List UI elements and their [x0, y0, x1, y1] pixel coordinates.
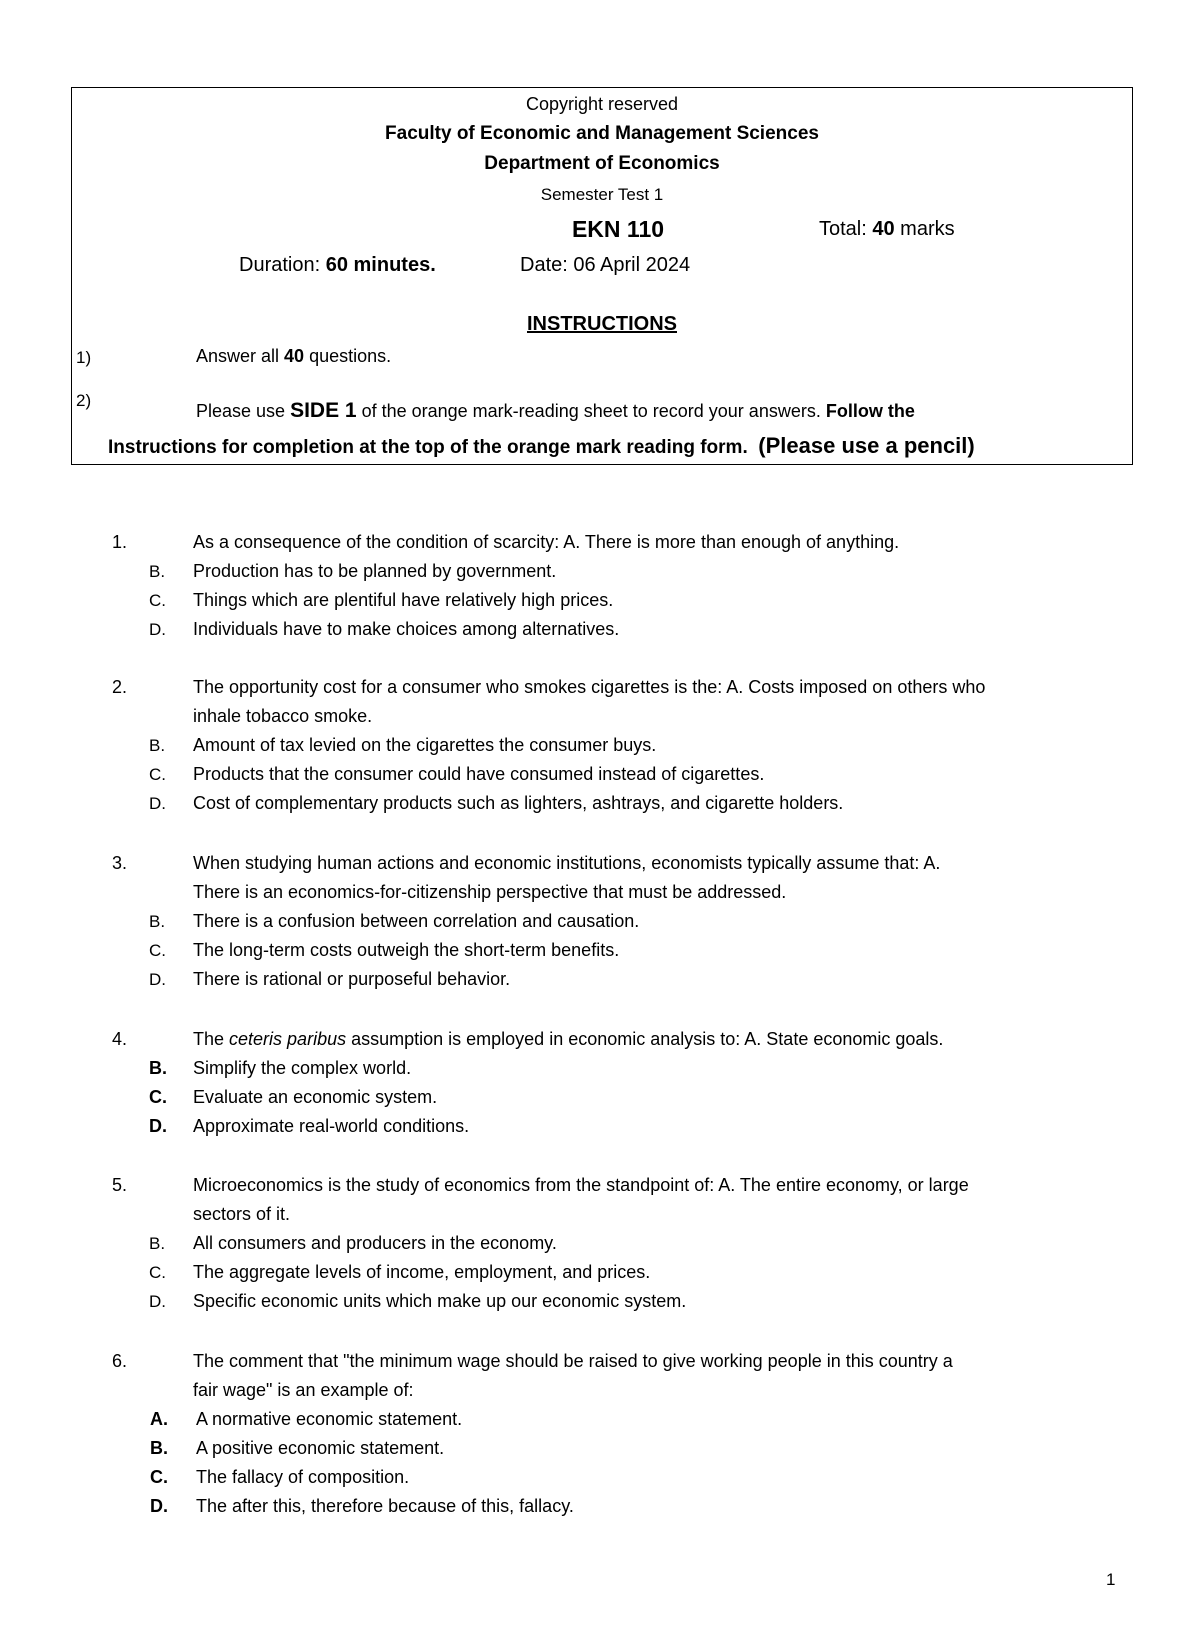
question-number: 3. [112, 853, 128, 873]
option-text: Simplify the complex world. [193, 1058, 412, 1078]
exam-header [71, 87, 1133, 465]
question-text: As a consequence of the condition of scarcity: A. There is more than enough of anything. [193, 532, 900, 552]
option-text: The after this, therefore because of this, fallacy. [196, 1496, 574, 1516]
option-letter: D. [149, 1292, 166, 1311]
instruction-number: 2) [76, 391, 92, 410]
option-text: A normative economic statement. [196, 1409, 463, 1429]
total-marks: Total: 40 marks [819, 218, 955, 240]
option-letter: C. [149, 941, 166, 960]
option-text: The long-term costs outweigh the short-term benefits. [193, 940, 620, 960]
question-number: 1. [112, 532, 128, 552]
question-number: 6. [112, 1351, 128, 1371]
question-text: The ceteris paribus assumption is employed in economic analysis to: A. State economic goals. [193, 1029, 944, 1049]
duration: Duration: 60 minutes. [239, 254, 436, 276]
option-letter: B. [149, 736, 166, 755]
option-letter: C. [149, 591, 166, 610]
question-text: There is an economics-for-citizenship perspective that must be addressed. [193, 882, 787, 902]
option-letter: D. [149, 1116, 167, 1136]
instruction-1: Answer all 40 questions. [196, 346, 392, 366]
instruction-2: Please use SIDE 1 of the orange mark-reading sheet to record your answers. Follow the [196, 399, 915, 422]
option-text: The aggregate levels of income, employment, and prices. [193, 1262, 651, 1282]
option-letter: C. [150, 1467, 168, 1487]
option-letter: C. [149, 765, 166, 784]
course-code: EKN 110 [571, 216, 665, 242]
instructions-title: INSTRUCTIONS [527, 313, 677, 335]
question-text: The comment that "the minimum wage should be raised to give working people in this country a [193, 1351, 953, 1371]
instruction-number: 1) [76, 348, 92, 367]
option-text: Products that the consumer could have consumed instead of cigarettes. [193, 764, 765, 784]
test-name: Semester Test 1 [540, 185, 664, 204]
question-text: inhale tobacco smoke. [193, 706, 373, 726]
option-text: Amount of tax levied on the cigarettes the consumer buys. [193, 735, 657, 755]
option-letter: C. [149, 1263, 166, 1282]
option-text: All consumers and producers in the economy. [193, 1233, 557, 1253]
option-letter: B. [149, 1058, 167, 1078]
option-letter: C. [149, 1087, 167, 1107]
option-text: A positive economic statement. [196, 1438, 445, 1458]
instruction-2-continued: Instructions for completion at the top of the orange mark reading form. (Please use a pencil) [108, 433, 975, 458]
option-letter: D. [149, 970, 166, 989]
option-letter: B. [149, 1234, 166, 1253]
option-text: Specific economic units which make up our economic system. [193, 1291, 687, 1311]
copyright-notice: Copyright reserved [525, 94, 679, 114]
option-text: There is rational or purposeful behavior. [193, 969, 511, 989]
question-number: 2. [112, 677, 128, 697]
option-text: Evaluate an economic system. [193, 1087, 438, 1107]
option-text: Cost of complementary products such as lighters, ashtrays, and cigarette holders. [193, 793, 844, 813]
question-text: When studying human actions and economic institutions, economists typically assume that: A. [193, 853, 941, 873]
test-date: Date: 06 April 2024 [520, 254, 691, 276]
question-number: 4. [112, 1029, 128, 1049]
question-text: fair wage" is an example of: [193, 1380, 414, 1400]
page-number: 1 [1106, 1570, 1116, 1589]
option-letter: B. [149, 912, 166, 931]
option-letter: A. [150, 1409, 168, 1429]
option-text: There is a confusion between correlation and causation. [193, 911, 640, 931]
question-text: sectors of it. [193, 1204, 291, 1224]
option-text: Approximate real-world conditions. [193, 1116, 470, 1136]
faculty-name: Faculty of Economic and Management Sciences [385, 123, 819, 144]
option-letter: D. [149, 620, 166, 639]
question-number: 5. [112, 1175, 128, 1195]
question-text: Microeconomics is the study of economics from the standpoint of: A. The entire economy, or large [193, 1175, 969, 1195]
department-name: Department of Economics [484, 153, 720, 174]
option-letter: D. [149, 794, 166, 813]
option-text: Production has to be planned by government. [193, 561, 557, 581]
question-text: The opportunity cost for a consumer who smokes cigarettes is the: A. Costs imposed on others who [193, 677, 986, 697]
option-text: Things which are plentiful have relatively high prices. [193, 590, 614, 610]
option-text: The fallacy of composition. [196, 1467, 410, 1487]
option-letter: B. [149, 562, 166, 581]
option-letter: B. [150, 1438, 168, 1458]
option-text: Individuals have to make choices among alternatives. [193, 619, 620, 639]
option-letter: D. [150, 1496, 168, 1516]
